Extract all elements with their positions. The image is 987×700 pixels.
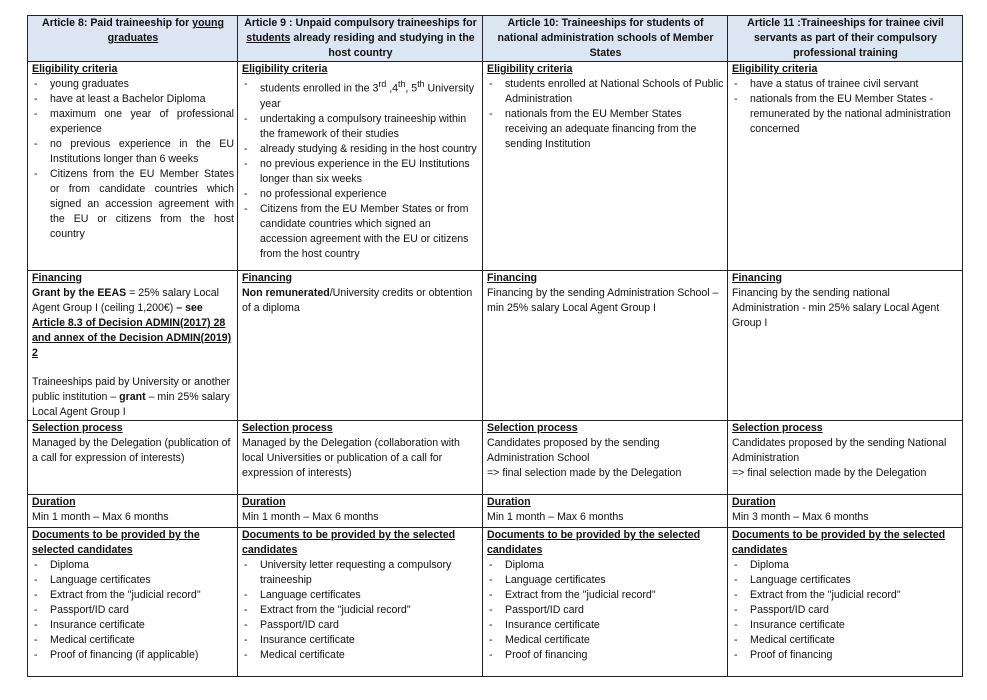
section-title: Documents to be provided by the selected candidates [242, 529, 456, 556]
list-item: - Language certificates [242, 588, 479, 603]
documents-cell-article-10 [483, 528, 728, 677]
header-article-9 [238, 16, 483, 62]
section-title: Selection process [487, 422, 578, 434]
list-item: - Medical certificate [32, 633, 234, 648]
list-item: - Language certificates [732, 573, 959, 588]
bold-text: grant [119, 391, 146, 403]
documents-list [487, 558, 724, 663]
list-item: - young graduates [32, 77, 234, 92]
financing-text [32, 286, 234, 361]
list-item: - Proof of financing [487, 648, 724, 663]
selection-final-text: => final selection made by the Delegation [487, 467, 682, 479]
list-item: - Language certificates [487, 573, 724, 588]
duration-cell-article-9 [238, 495, 483, 528]
list-item: - nationals from the EU Member States - remunerated by the national administration concerned [732, 92, 959, 137]
list-item: - undertaking a compulsory traineeship within the framework of their studies [242, 112, 479, 142]
section-title: Documents to be provided by the selected candidates [732, 529, 946, 556]
ordinal-suffix: th [417, 79, 425, 89]
header-text-end: already residing and studying in the host country [290, 32, 475, 59]
list-item: - no previous experience in the EU Institutions longer than 6 weeks [32, 137, 234, 167]
selection-cell-article-10 [483, 421, 728, 495]
list-item: - Insurance certificate [732, 618, 959, 633]
header-article-10 [483, 16, 728, 62]
list-item: - Proof of financing [732, 648, 959, 663]
text-part: , 5 [405, 82, 418, 95]
selection-final-text: => final selection made by the Delegation [732, 467, 927, 479]
financing-cell-article-10 [483, 271, 728, 421]
list-item: - students enrolled at National Schools of Public Administration [487, 77, 724, 107]
duration-text: Min 1 month – Max 6 months [32, 511, 169, 523]
duration-text: Min 3 month – Max 6 months [732, 511, 869, 523]
financing-text-2 [32, 375, 234, 420]
section-title: Eligibility criteria [32, 63, 118, 75]
duration-cell-article-11 [728, 495, 963, 528]
list-item: - Extract from the "judicial record" [32, 588, 234, 603]
documents-cell-article-8 [28, 528, 238, 677]
list-item: - Citizens from the EU Member States or from candidate countries which signed an accession agreement with the EU or citizens from the host country [242, 202, 479, 262]
section-title: Financing [242, 272, 293, 284]
eligibility-cell-article-9 [238, 62, 483, 271]
list-item: - nationals from the EU Member States receiving an adequate financing from the sending Institution [487, 107, 724, 152]
list-item: - University letter requesting a compulsory traineeship [242, 558, 479, 588]
section-title: Duration [487, 496, 531, 508]
header-row [28, 16, 963, 62]
criteria-list [242, 77, 479, 112]
list-item: - Passport/ID card [242, 618, 479, 633]
list-item: - Extract from the "judicial record" [242, 603, 479, 618]
section-title: Eligibility criteria [242, 63, 328, 75]
financing-text: Financing by the sending Administration School – min 25% salary Local Agent Group I [487, 287, 719, 314]
section-title: Documents to be provided by the selected candidates [32, 529, 200, 556]
ordinal-suffix: rd [378, 79, 387, 89]
selection-text: Managed by the Delegation (publication of a call for expression of interests) [32, 437, 231, 464]
list-item: - have a status of trainee civil servant [732, 77, 959, 92]
list-item: - Proof of financing (if applicable) [32, 648, 234, 663]
financing-cell-article-9 [238, 271, 483, 421]
list-item: - have at least a Bachelor Diploma [32, 92, 234, 107]
list-item: - no professional experience [242, 187, 479, 202]
eligibility-row [28, 62, 963, 271]
duration-text: Min 1 month – Max 6 months [242, 511, 379, 523]
eligibility-cell-article-8 [28, 62, 238, 271]
section-title: Selection process [32, 422, 123, 434]
criteria-list [732, 77, 959, 137]
list-item: - maximum one year of professional experience [32, 107, 234, 137]
criteria-list-continued [242, 112, 479, 262]
list-item: - Passport/ID card [32, 603, 234, 618]
list-item: - Language certificates [32, 573, 234, 588]
header-text: Article 9 : Unpaid compulsory traineeships for [244, 17, 477, 29]
criteria-list [32, 77, 234, 242]
list-item: - Extract from the "judicial record" [487, 588, 724, 603]
header-text: Article 11 :Traineeships for trainee civil servants as part of their compulsory professional training [747, 17, 944, 59]
list-item: - Insurance certificate [487, 618, 724, 633]
bold-text: Grant by the EEAS [32, 287, 127, 299]
section-title: Selection process [242, 422, 333, 434]
selection-cell-article-9 [238, 421, 483, 495]
list-item: - Insurance certificate [242, 633, 479, 648]
list-item: - already studying & residing in the host country [242, 142, 479, 157]
selection-row [28, 421, 963, 495]
header-underlined-text: students [246, 32, 291, 44]
bold-text: – see [176, 302, 203, 314]
header-underlined-text: young graduates [107, 17, 224, 44]
selection-cell-article-8 [28, 421, 238, 495]
bold-text: Non remunerated [242, 287, 330, 299]
list-item: - Insurance certificate [32, 618, 234, 633]
list-item: - Medical certificate [487, 633, 724, 648]
criteria-list [487, 77, 724, 152]
section-title: Documents to be provided by the selected candidates [487, 529, 701, 556]
traineeship-comparison-table [27, 15, 963, 677]
text-part: – min 25% salary Local Agent Group I [32, 391, 230, 418]
list-item: - Citizens from the EU Member States or from candidate countries which signed an accession agreement with the EU or citizens from the host country [32, 167, 234, 242]
financing-text: Financing by the sending national Administration - min 25% salary Local Agent Group I [732, 287, 940, 329]
section-title: Duration [32, 496, 76, 508]
section-title: Duration [242, 496, 286, 508]
financing-cell-article-11 [728, 271, 963, 421]
list-item: - Diploma [32, 558, 234, 573]
list-item: - Extract from the "judicial record" [732, 588, 959, 603]
financing-row [28, 271, 963, 421]
text-part: = 25% salary Local Agent Group I (ceiling 1,200€) [32, 287, 219, 314]
section-title: Financing [32, 272, 83, 284]
documents-cell-article-11 [728, 528, 963, 677]
list-item: - Medical certificate [732, 633, 959, 648]
header-text: Article 8: Paid traineeship for [42, 17, 193, 29]
financing-cell-article-8 [28, 271, 238, 421]
text-part: Traineeships paid by University or another public institution – [32, 376, 231, 403]
header-article-8 [28, 16, 238, 62]
section-title: Selection process [732, 422, 823, 434]
list-item [242, 77, 479, 112]
list-item: - Passport/ID card [487, 603, 724, 618]
documents-list [732, 558, 959, 663]
section-title: Financing [487, 272, 538, 284]
selection-text: Candidates proposed by the sending National Administration [732, 437, 947, 464]
text-part: /University credits or obtention of a diploma [242, 287, 473, 314]
section-title: Eligibility criteria [732, 63, 818, 75]
documents-list [32, 558, 234, 663]
text-part: University year [260, 82, 475, 110]
header-text: Article 10: Traineeships for students of national administration schools of Member States [497, 17, 714, 59]
section-title: Duration [732, 496, 776, 508]
duration-row [28, 495, 963, 528]
list-item: - Medical certificate [242, 648, 479, 663]
list-item: - no previous experience in the EU Institutions longer than six weeks [242, 157, 479, 187]
section-title: Eligibility criteria [487, 63, 573, 75]
section-title: Financing [732, 272, 783, 284]
documents-list [242, 558, 479, 663]
text-part: students enrolled in the 3 [260, 82, 379, 95]
financing-text [242, 286, 479, 316]
selection-text: Candidates proposed by the sending Administration School [487, 437, 660, 464]
eligibility-cell-article-11 [728, 62, 963, 271]
eligibility-cell-article-10 [483, 62, 728, 271]
list-item: - Diploma [487, 558, 724, 573]
duration-cell-article-8 [28, 495, 238, 528]
duration-cell-article-10 [483, 495, 728, 528]
documents-row [28, 528, 963, 677]
header-article-11 [728, 16, 963, 62]
selection-cell-article-11 [728, 421, 963, 495]
decision-reference: Article 8.3 of Decision ADMIN(2017) 28 and annex of the Decision ADMIN(2019) 2 [32, 317, 232, 359]
ordinal-suffix: th [398, 79, 406, 89]
list-item: - Passport/ID card [732, 603, 959, 618]
documents-cell-article-9 [238, 528, 483, 677]
selection-text: Managed by the Delegation (collaboration with local Universities or publication of a call for expression of interests) [242, 437, 460, 479]
text-part: ,4 [386, 82, 399, 95]
list-item: - Diploma [732, 558, 959, 573]
duration-text: Min 1 month – Max 6 months [487, 511, 624, 523]
